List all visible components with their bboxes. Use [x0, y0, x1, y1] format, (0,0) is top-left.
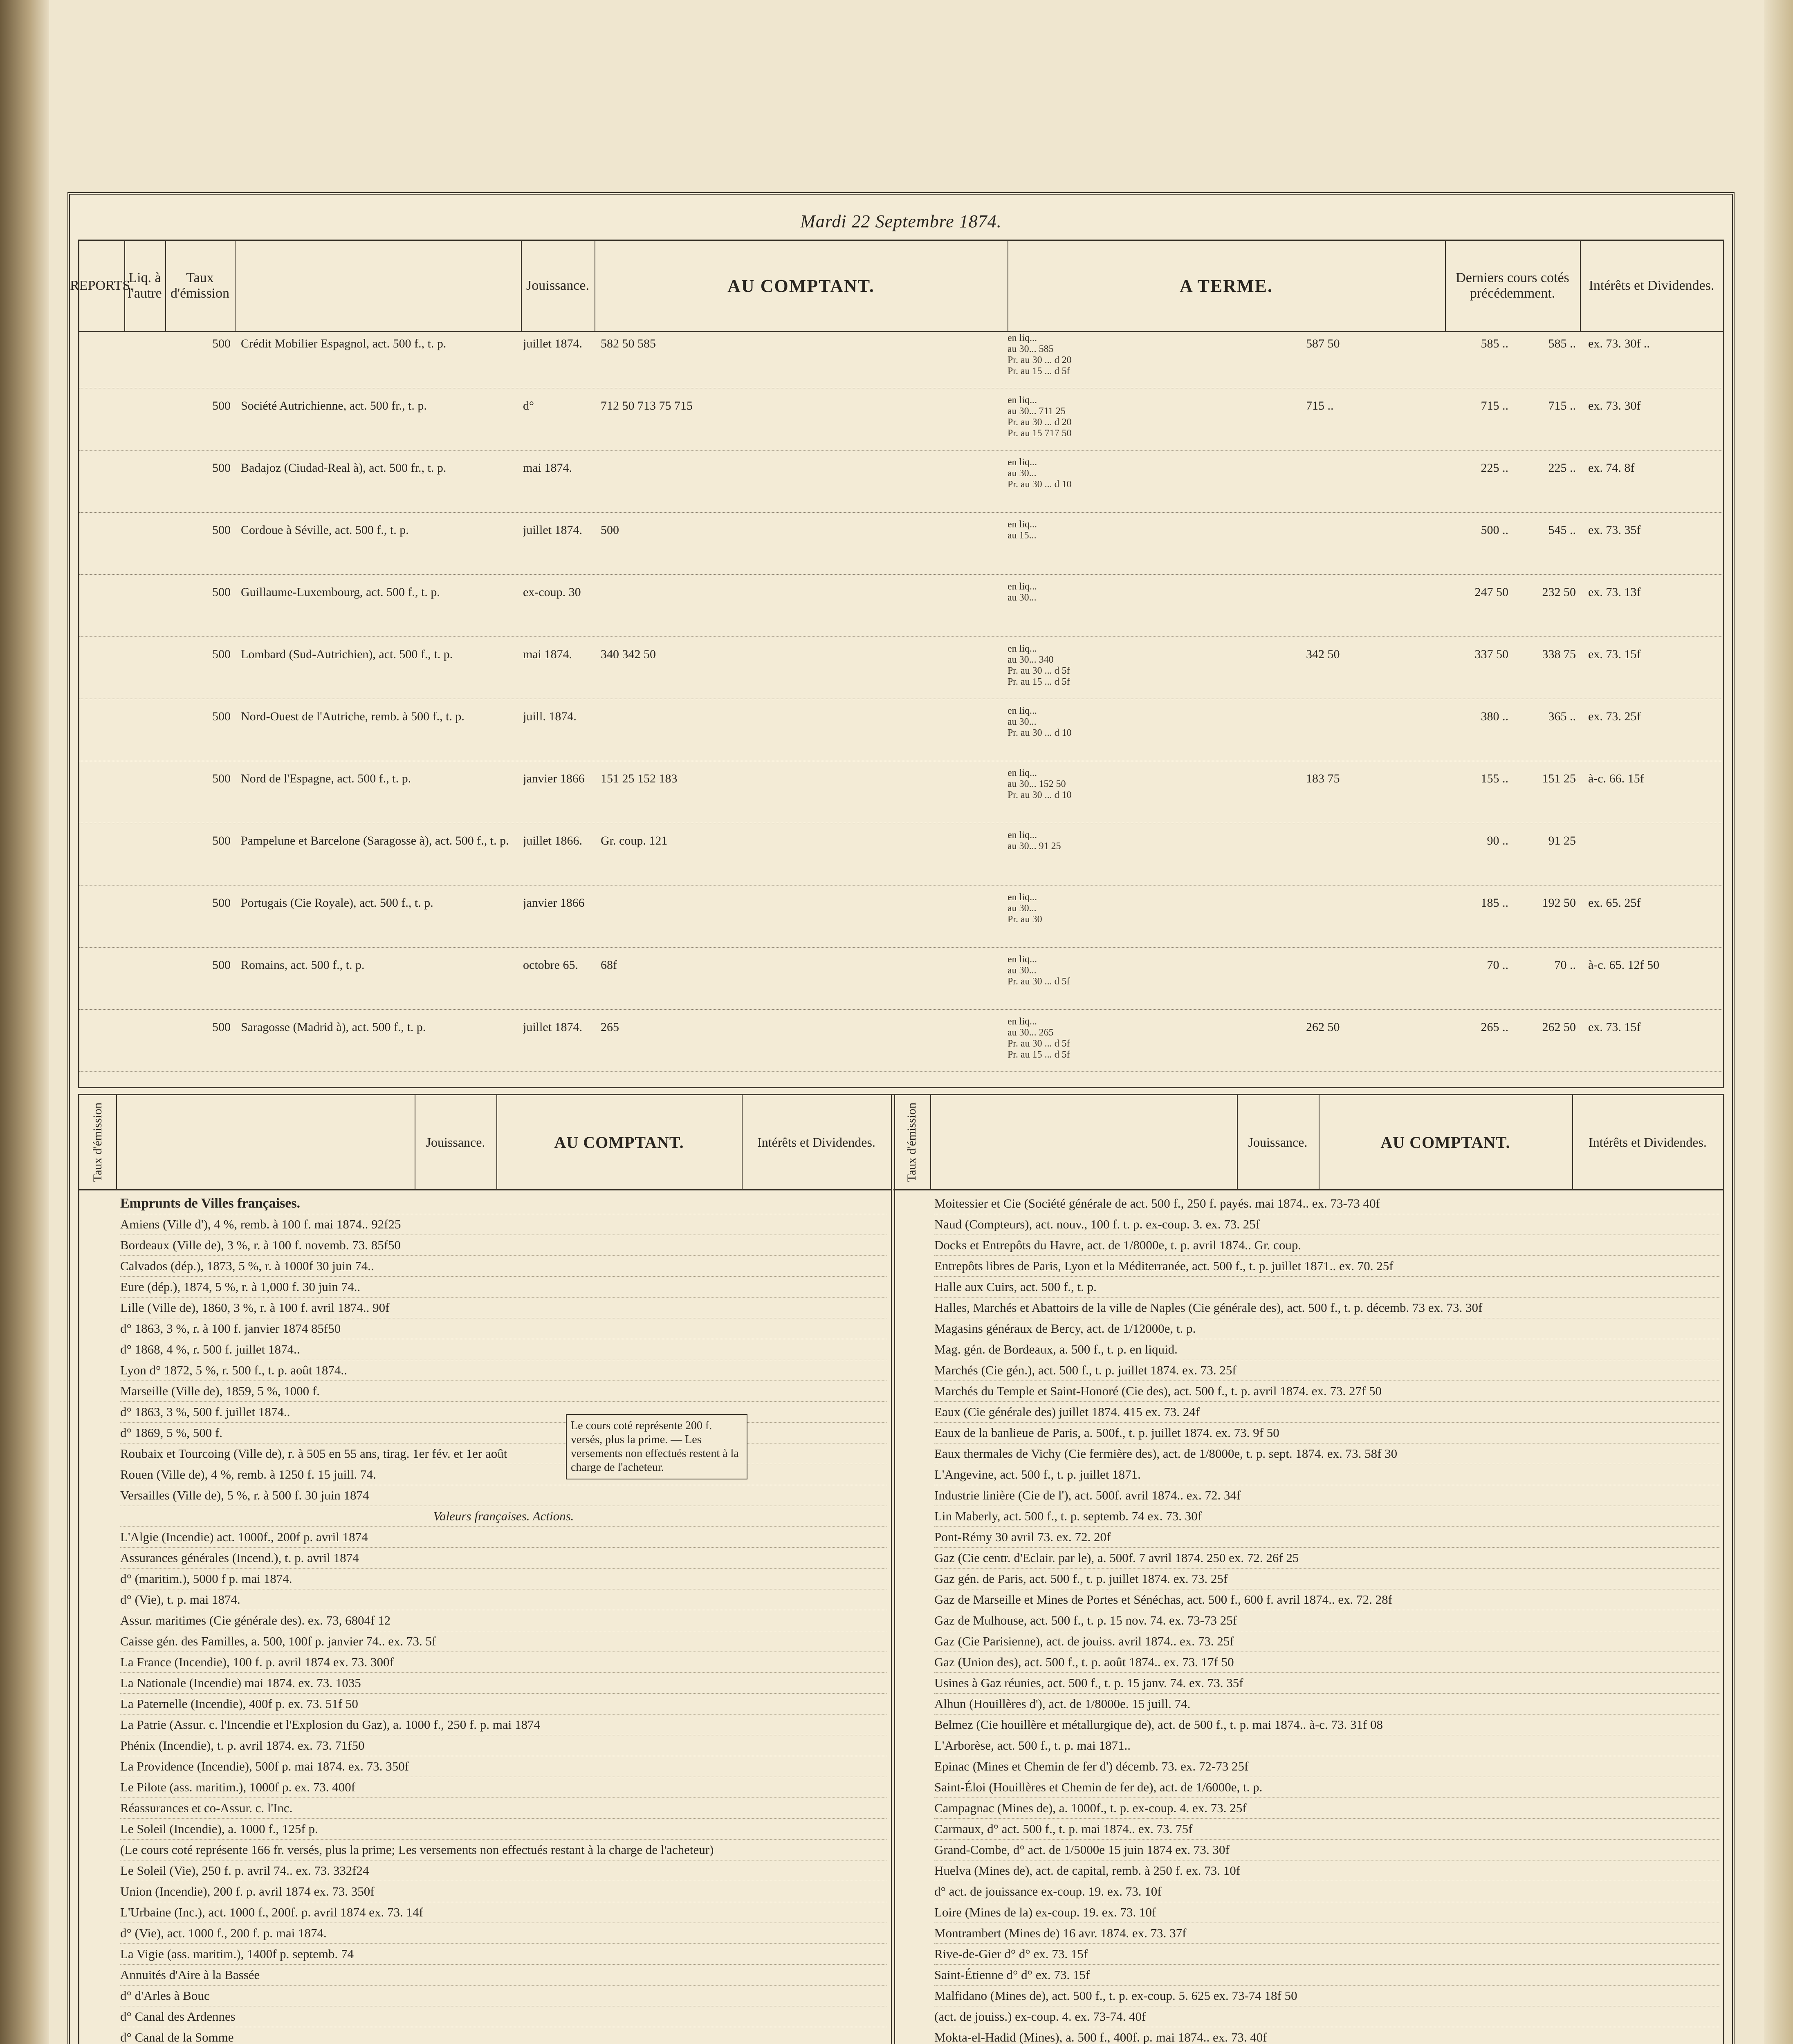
row-terme-lines	[1008, 892, 1290, 947]
terme-line	[1008, 739, 1290, 750]
row-prev-comptant: 265 ..	[1481, 1020, 1508, 1034]
row-jouissance: juillet 1866.	[523, 834, 582, 847]
lower-header-name-left	[116, 1095, 415, 1190]
row-security-name: Saragosse (Madrid à), act. 500 f., t. p.	[241, 1020, 426, 1034]
row-prev-comptant: 185 ..	[1481, 896, 1508, 910]
terme-line: en liq...	[1008, 706, 1037, 716]
terme-line: Pr. au 30 ... d 5f	[1008, 976, 1070, 987]
list-item: Eaux de la banlieue de Paris, a. 500f., t. p. juillet 1874. ex. 73. 9f 50	[934, 1423, 1719, 1443]
terme-line: Pr. au 30 ... d 20	[1008, 355, 1072, 365]
row-terme-lines	[1008, 519, 1290, 574]
left-listing-column	[120, 1193, 887, 2044]
terme-line	[1008, 552, 1290, 563]
row-jouissance: juillet 1874.	[523, 523, 582, 537]
list-item: Gaz (Union des), act. 500 f., t. p. août 1874.. ex. 73. 17f 50	[934, 1652, 1719, 1673]
row-dernier-cours: 587 50	[1306, 337, 1340, 350]
terme-line: en liq...	[1008, 581, 1037, 592]
row-security-name: Guillaume-Luxembourg, act. 500 f., t. p.	[241, 585, 440, 599]
terme-line: au 30... 91 25	[1008, 841, 1061, 852]
row-jouissance: octobre 65.	[523, 958, 578, 972]
row-prev-terme: 585 ..	[1548, 337, 1576, 350]
list-item: Usines à Gaz réunies, act. 500 f., t. p. 15 janv. 74. ex. 73. 35f	[934, 1673, 1719, 1694]
row-taux: 500	[212, 585, 231, 599]
row-security-name: Crédit Mobilier Espagnol, act. 500 f., t. p.	[241, 337, 447, 350]
terme-line: Pr. au 30 ... d 10	[1008, 790, 1072, 800]
terme-line: au 30... 265	[1008, 1027, 1054, 1038]
row-prev-terme: 192 50	[1542, 896, 1576, 910]
list-item: Le Pilote (ass. maritim.), 1000f p. ex. 73. 400f	[120, 1777, 887, 1798]
row-interets: ex. 73. 15f	[1588, 648, 1641, 661]
header-a-terme: A TERME.	[1008, 241, 1446, 331]
table-row	[79, 643, 1723, 699]
list-item: Union (Incendie), 200 f. p. avril 1874 ex. 73. 350f	[120, 1881, 887, 1902]
list-item: Campagnac (Mines de), a. 1000f., t. p. ex-coup. 4. ex. 73. 25f	[934, 1798, 1719, 1819]
list-item: La Nationale (Incendie) mai 1874. ex. 73. 1035	[120, 1673, 887, 1694]
list-item: La France (Incendie), 100 f. p. avril 1874 ex. 73. 300f	[120, 1652, 887, 1673]
terme-line: Pr. au 15 ... d 5f	[1008, 366, 1070, 377]
terme-line: au 30...	[1008, 717, 1037, 727]
table-row	[79, 954, 1723, 1010]
row-jouissance: janvier 1866	[523, 896, 585, 910]
row-comptant: Gr. coup. 121	[601, 834, 668, 847]
row-security-name: Lombard (Sud-Autrichien), act. 500 f., t. p.	[241, 648, 453, 661]
list-item: L'Urbaine (Inc.), act. 1000 f., 200f. p. avril 1874 ex. 73. 14f	[120, 1902, 887, 1923]
row-interets: ex. 73. 30f ..	[1588, 337, 1650, 350]
page-date: Mardi 22 Septembre 1874.	[800, 211, 1002, 231]
list-item: L'Algie (Incendie) act. 1000f., 200f p. avril 1874	[120, 1527, 887, 1548]
list-item: Montrambert (Mines de) 16 avr. 1874. ex. 73. 37f	[934, 1923, 1719, 1944]
row-prev-comptant: 247 50	[1474, 585, 1508, 599]
row-terme-lines	[1008, 333, 1290, 388]
row-prev-terme: 91 25	[1548, 834, 1576, 847]
terme-line: au 30... 152 50	[1008, 779, 1066, 789]
list-item: Phénix (Incendie), t. p. avril 1874. ex. 73. 71f50	[120, 1735, 887, 1756]
row-prev-comptant: 225 ..	[1481, 461, 1508, 475]
row-dernier-cours: 342 50	[1306, 648, 1340, 661]
row-prev-terme: 70 ..	[1554, 958, 1576, 972]
list-item: La Paternelle (Incendie), 400f p. ex. 73. 51f 50	[120, 1694, 887, 1715]
row-interets: à-c. 66. 15f	[1588, 772, 1644, 785]
terme-line: au 30...	[1008, 468, 1037, 479]
row-jouissance: mai 1874.	[523, 648, 572, 661]
list-item: Saint-Éloi (Houillères et Chemin de fer de), act. de 1/6000e, t. p.	[934, 1777, 1719, 1798]
list-item: Moitessier et Cie (Société générale de act. 500 f., 250 f. payés. mai 1874.. ex. 73-73 40f	[934, 1193, 1719, 1214]
terme-line: Pr. au 30 ... d 10	[1008, 728, 1072, 738]
list-item: Eaux (Cie générale des) juillet 1874. 415 ex. 73. 24f	[934, 1402, 1719, 1423]
right-listing-column	[934, 1193, 1719, 2044]
header-reports: REPORTS.	[79, 241, 125, 331]
row-terme-lines	[1008, 581, 1290, 637]
lower-header-interets-left: Intérêts et Dividendes.	[742, 1095, 892, 1190]
list-item: Lille (Ville de), 1860, 3 %, r. à 100 f. avril 1874.. 90f	[120, 1298, 887, 1318]
lower-header-jouissance-right: Jouissance.	[1237, 1095, 1320, 1190]
row-prev-terme: 338 75	[1542, 648, 1576, 661]
row-terme-lines	[1008, 1016, 1290, 1071]
row-security-name: Portugais (Cie Royale), act. 500 f., t. p.	[241, 896, 433, 910]
list-item: Roubaix et Tourcoing (Ville de), r. à 505 en 55 ans, tirag. 1er fév. et 1er août	[120, 1443, 887, 1464]
row-taux: 500	[212, 1020, 231, 1034]
header-taux: Taux d'émission	[165, 241, 236, 331]
row-prev-terme: 715 ..	[1548, 399, 1576, 412]
list-item: d° d'Arles à Bouc	[120, 1986, 887, 2006]
row-terme-lines	[1008, 395, 1290, 450]
list-item: d° (Vie), act. 1000 f., 200 f. p. mai 1874.	[120, 1923, 887, 1944]
lower-header-comptant-right: AU COMPTANT.	[1319, 1095, 1573, 1190]
terme-line: Pr. au 30 ... d 5f	[1008, 666, 1070, 676]
table-row	[79, 457, 1723, 513]
row-interets: ex. 73. 30f	[1588, 399, 1641, 412]
table-row	[79, 333, 1723, 388]
terme-line	[1008, 863, 1290, 874]
list-item: Rouen (Ville de), 4 %, remb. à 1250 f. 15 juill. 74.	[120, 1464, 887, 1485]
row-comptant: 265	[601, 1020, 619, 1034]
lower-header-name-right	[930, 1095, 1238, 1190]
terme-line: Pr. au 30 ... d 5f	[1008, 1038, 1070, 1049]
terme-line: au 30... 340	[1008, 654, 1054, 665]
list-item: d° 1863, 3 %, 500 f. juillet 1874..	[120, 1402, 887, 1423]
table-row	[79, 830, 1723, 885]
list-item: d° Canal des Ardennes	[120, 2006, 887, 2027]
terme-line: au 30...	[1008, 903, 1037, 914]
row-dernier-cours: 262 50	[1306, 1020, 1340, 1034]
terme-line: en liq...	[1008, 830, 1037, 840]
list-item: La Patrie (Assur. c. l'Incendie et l'Explosion du Gaz), a. 1000 f., 250 f. p. mai 1874	[120, 1715, 887, 1735]
list-item: Loire (Mines de la) ex-coup. 19. ex. 73. 10f	[934, 1902, 1719, 1923]
list-item: Gaz (Cie Parisienne), act. de jouiss. avril 1874.. ex. 73. 25f	[934, 1631, 1719, 1652]
row-jouissance: ex-coup. 30	[523, 585, 581, 599]
list-item: d° 1868, 4 %, r. 500 f. juillet 1874..	[120, 1339, 887, 1360]
list-item: Gaz gén. de Paris, act. 500 f., t. p. juillet 1874. ex. 73. 25f	[934, 1569, 1719, 1589]
row-taux: 500	[212, 772, 231, 785]
list-item: Saint-Étienne d° d° ex. 73. 15f	[934, 1965, 1719, 1986]
list-item: Gaz de Mulhouse, act. 500 f., t. p. 15 nov. 74. ex. 73-73 25f	[934, 1610, 1719, 1631]
table-row	[79, 581, 1723, 637]
list-item: Marchés (Cie gén.), act. 500 f., t. p. juillet 1874. ex. 73. 25f	[934, 1360, 1719, 1381]
list-item: La Vigie (ass. maritim.), 1400f p. septemb. 74	[120, 1944, 887, 1965]
list-item: Halle aux Cuirs, act. 500 f., t. p.	[934, 1277, 1719, 1298]
page-edge	[1764, 0, 1793, 2044]
list-item: Malfidano (Mines de), act. 500 f., t. p. ex-coup. 5. 625 ex. 73-74 18f 50	[934, 1986, 1719, 2006]
row-security-name: Romains, act. 500 f., t. p.	[241, 958, 365, 972]
row-prev-comptant: 380 ..	[1481, 710, 1508, 723]
row-terme-lines	[1008, 643, 1290, 699]
row-prev-comptant: 500 ..	[1481, 523, 1508, 537]
terme-line: au 15...	[1008, 530, 1037, 541]
row-jouissance: janvier 1866	[523, 772, 585, 785]
row-interets: ex. 73. 13f	[1588, 585, 1641, 599]
list-item: Le Soleil (Incendie), a. 1000 f., 125f p.	[120, 1819, 887, 1840]
book-gutter	[0, 0, 49, 2044]
row-taux: 500	[212, 958, 231, 972]
terme-line: Pr. au 30 ... d 10	[1008, 479, 1072, 490]
list-item: Lin Maberly, act. 500 f., t. p. septemb. 74 ex. 73. 30f	[934, 1506, 1719, 1527]
terme-line: en liq...	[1008, 892, 1037, 903]
list-item: Carmaux, d° act. 500 f., t. p. mai 1874.. ex. 73. 75f	[934, 1819, 1719, 1840]
header-au-comptant: AU COMPTANT.	[595, 241, 1008, 331]
row-comptant: 712 50 713 75 715	[601, 399, 693, 412]
table-row	[79, 892, 1723, 948]
row-comptant: 68f	[601, 958, 617, 972]
row-prev-terme: 151 25	[1542, 772, 1576, 785]
row-prev-comptant: 337 50	[1474, 648, 1508, 661]
row-taux: 500	[212, 896, 231, 910]
terme-line: Pr. au 15 ... d 5f	[1008, 1049, 1070, 1060]
table-row	[79, 1016, 1723, 1072]
terme-line: au 30... 585	[1008, 344, 1054, 354]
row-prev-terme: 365 ..	[1548, 710, 1576, 723]
row-jouissance: juillet 1874.	[523, 337, 582, 350]
row-jouissance: d°	[523, 399, 534, 412]
terme-line: Pr. au 30 ... d 20	[1008, 417, 1072, 428]
list-item: d° 1869, 5 %, 500 f.	[120, 1423, 887, 1443]
row-taux: 500	[212, 337, 231, 350]
terme-line: Pr. au 30	[1008, 914, 1042, 925]
terme-line: en liq...	[1008, 457, 1037, 468]
french-securities-table	[78, 1094, 1724, 2044]
row-interets: ex. 73. 35f	[1588, 523, 1641, 537]
header-derniers: Derniers cours cotés précédemment.	[1445, 241, 1581, 331]
terme-line: en liq...	[1008, 333, 1037, 343]
list-item: Rive-de-Gier d° d° ex. 73. 15f	[934, 1944, 1719, 1965]
terme-line: Pr. au 15 ... d 5f	[1008, 677, 1070, 687]
list-item: L'Angevine, act. 500 f., t. p. juillet 1871.	[934, 1464, 1719, 1485]
terme-line	[1008, 925, 1290, 936]
header-jouissance: Jouissance.	[521, 241, 595, 331]
terme-line	[1008, 801, 1290, 812]
terme-line: au 30... 711 25	[1008, 406, 1066, 417]
list-item: Réassurances et co-Assur. c. l'Inc.	[120, 1798, 887, 1819]
row-interets: ex. 73. 25f	[1588, 710, 1641, 723]
row-jouissance: mai 1874.	[523, 461, 572, 475]
list-item: d° act. de jouissance ex-coup. 19. ex. 73. 10f	[934, 1881, 1719, 1902]
lower-header-comptant-left: AU COMPTANT.	[496, 1095, 743, 1190]
row-prev-comptant: 90 ..	[1487, 834, 1508, 847]
row-interets: ex. 74. 8f	[1588, 461, 1635, 475]
list-item: Alhun (Houillères d'), act. de 1/8000e. 15 juill. 74.	[934, 1694, 1719, 1715]
list-item: La Providence (Incendie), 500f p. mai 1874. ex. 73. 350f	[120, 1756, 887, 1777]
list-item: Assur. maritimes (Cie générale des). ex. 73, 6804f 12	[120, 1610, 887, 1631]
list-item: Eaux thermales de Vichy (Cie fermière des), act. de 1/8000e, t. p. sept. 1874. ex. 73. 58f 30	[934, 1443, 1719, 1464]
list-item: Valeurs françaises. Actions.	[120, 1506, 887, 1527]
header-interets: Intérêts et Dividendes.	[1589, 278, 1714, 293]
terme-line: en liq...	[1008, 519, 1037, 530]
list-item: Epinac (Mines et Chemin de fer d') décemb. 73. ex. 72-73 25f	[934, 1756, 1719, 1777]
list-item: Gaz de Marseille et Mines de Portes et Sénéchas, act. 500 f., 600 f. avril 1874.. ex. 72. 28f	[934, 1589, 1719, 1610]
row-prev-terme: 232 50	[1542, 585, 1576, 599]
terme-line: en liq...	[1008, 395, 1037, 406]
list-item: (act. de jouiss.) ex-coup. 4. ex. 73-74. 40f	[934, 2006, 1719, 2027]
terme-line	[1008, 490, 1290, 501]
list-item: Marchés du Temple et Saint-Honoré (Cie des), act. 500 f., t. p. avril 1874. ex. 73. 27f 50	[934, 1381, 1719, 1402]
row-jouissance: juill. 1874.	[523, 710, 577, 723]
row-terme-lines	[1008, 706, 1290, 761]
list-item: Entrepôts libres de Paris, Lyon et la Méditerranée, act. 500 f., t. p. juillet 1871.. ex. 70. 25f	[934, 1256, 1719, 1277]
list-item: Grand-Combe, d° act. de 1/5000e 15 juin 1874 ex. 73. 30f	[934, 1840, 1719, 1860]
terme-line	[1008, 852, 1290, 863]
row-prev-terme: 225 ..	[1548, 461, 1576, 475]
row-comptant: 582 50 585	[601, 337, 656, 350]
list-item: Annuités d'Aire à la Bassée	[120, 1965, 887, 1986]
terme-line: en liq...	[1008, 768, 1037, 778]
row-dernier-cours: 183 75	[1306, 772, 1340, 785]
list-item: Assurances générales (Incend.), t. p. avril 1874	[120, 1548, 887, 1569]
row-interets: ex. 65. 25f	[1588, 896, 1641, 910]
list-item: Lyon d° 1872, 5 %, r. 500 f., t. p. août 1874..	[120, 1360, 887, 1381]
price-note: Le cours coté représente 200 f. versés, plus la prime. — Les versements non effectués restent à la charge de l'acheteur.	[566, 1414, 747, 1479]
row-taux: 500	[212, 710, 231, 723]
row-terme-lines	[1008, 457, 1290, 512]
terme-line: au 30...	[1008, 592, 1037, 603]
table-row	[79, 519, 1723, 575]
list-item: Emprunts de Villes françaises.	[120, 1193, 887, 1214]
terme-line: Pr. au 15 717 50	[1008, 428, 1072, 439]
list-item: d° (maritim.), 5000 f p. mai 1874.	[120, 1569, 887, 1589]
row-prev-comptant: 155 ..	[1481, 772, 1508, 785]
lower-header-interets-right: Intérêts et Dividendes.	[1572, 1095, 1723, 1190]
header-name	[235, 241, 522, 331]
list-item: Calvados (dép.), 1873, 5 %, r. à 1000f 30 juin 74..	[120, 1256, 887, 1277]
row-taux: 500	[212, 461, 231, 475]
list-item: Mag. gén. de Bordeaux, a. 500 f., t. p. en liquid.	[934, 1339, 1719, 1360]
row-taux: 500	[212, 399, 231, 412]
row-security-name: Badajoz (Ciudad-Real à), act. 500 fr., t. p.	[241, 461, 447, 475]
row-prev-comptant: 585 ..	[1481, 337, 1508, 350]
row-jouissance: juillet 1874.	[523, 1020, 582, 1034]
row-prev-comptant: 715 ..	[1481, 399, 1508, 412]
terme-line: en liq...	[1008, 954, 1037, 965]
list-item: Halles, Marchés et Abattoirs de la ville de Naples (Cie générale des), act. 500 f., t. p. décemb. 73 ex. 73. 30f	[934, 1298, 1719, 1318]
foreign-railways-table	[70, 240, 1724, 1088]
terme-line: au 30...	[1008, 965, 1037, 976]
list-item: L'Arborèse, act. 500 f., t. p. mai 1871..	[934, 1735, 1719, 1756]
row-security-name: Nord de l'Espagne, act. 500 f., t. p.	[241, 772, 411, 785]
row-interets: ex. 73. 15f	[1588, 1020, 1641, 1034]
row-prev-terme: 262 50	[1542, 1020, 1576, 1034]
table-row	[79, 395, 1723, 450]
list-item: Mokta-el-Hadid (Mines), a. 500 f., 400f. p. mai 1874.. ex. 73. 40f	[934, 2027, 1719, 2044]
terme-line	[1008, 603, 1290, 614]
row-terme-lines	[1008, 954, 1290, 1009]
list-item: d° (Vie), t. p. mai 1874.	[120, 1589, 887, 1610]
row-taux: 500	[212, 834, 231, 847]
row-dernier-cours: 715 ..	[1306, 399, 1334, 412]
row-security-name: Nord-Ouest de l'Autriche, remb. à 500 f., t. p.	[241, 710, 465, 723]
row-security-name: Cordoue à Séville, act. 500 f., t. p.	[241, 523, 409, 537]
list-item: (Le cours coté représente 166 fr. versés, plus la prime; Les versements non effectués restant à la charge de l'acheteur)	[120, 1840, 887, 1860]
list-item: Eure (dép.), 1874, 5 %, r. à 1,000 f. 30 juin 74..	[120, 1277, 887, 1298]
lower-header-jouissance-left: Jouissance.	[415, 1095, 497, 1190]
row-comptant: 151 25 152 183	[601, 772, 678, 785]
list-item: Pont-Rémy 30 avril 73. ex. 72. 20f	[934, 1527, 1719, 1548]
list-item: Docks et Entrepôts du Havre, act. de 1/8000e, t. p. avril 1874.. Gr. coup.	[934, 1235, 1719, 1256]
table-row	[79, 768, 1723, 823]
terme-line	[1008, 614, 1290, 625]
column-divider	[891, 1095, 895, 2044]
row-taux: 500	[212, 523, 231, 537]
row-taux: 500	[212, 648, 231, 661]
terme-line	[1008, 987, 1290, 998]
lower-header-taux-left: Taux d'émission	[79, 1095, 117, 1190]
list-item: d° Canal de la Somme	[120, 2027, 887, 2044]
terme-line: en liq...	[1008, 643, 1037, 654]
list-item: Caisse gén. des Familles, a. 500, 100f p. janvier 74.. ex. 73. 5f	[120, 1631, 887, 1652]
list-item: Gaz (Cie centr. d'Eclair. par le), a. 500f. 7 avril 1874. 250 ex. 72. 26f 25	[934, 1548, 1719, 1569]
list-item: Huelva (Mines de), act. de capital, remb. à 250 f. ex. 73. 10f	[934, 1860, 1719, 1881]
terme-line: en liq...	[1008, 1016, 1037, 1027]
lower-header-taux-right: Taux d'émission	[893, 1095, 931, 1190]
row-prev-terme: 545 ..	[1548, 523, 1576, 537]
row-comptant: 340 342 50	[601, 648, 656, 661]
list-item: Industrie linière (Cie de l'), act. 500f. avril 1874.. ex. 72. 34f	[934, 1485, 1719, 1506]
list-item: Belmez (Cie houillère et métallurgique de), act. de 500 f., t. p. mai 1874.. à-c. 73. 31f 08	[934, 1715, 1719, 1735]
list-item: Bordeaux (Ville de), 3 %, r. à 100 f. novemb. 73. 85f50	[120, 1235, 887, 1256]
terme-line	[1008, 541, 1290, 552]
row-terme-lines	[1008, 768, 1290, 823]
list-item: Versailles (Ville de), 5 %, r. à 500 f. 30 juin 1874	[120, 1485, 887, 1506]
stock-listing-sheet	[67, 192, 1735, 2044]
list-item: Magasins généraux de Bercy, act. de 1/12000e, t. p.	[934, 1318, 1719, 1339]
row-security-name: Société Autrichienne, act. 500 fr., t. p.	[241, 399, 427, 412]
row-prev-comptant: 70 ..	[1487, 958, 1508, 972]
header-liq: Liq. à l'autre	[124, 241, 166, 331]
row-terme-lines	[1008, 830, 1290, 885]
row-interets: à-c. 65. 12f 50	[1588, 958, 1660, 972]
table-row	[79, 706, 1723, 761]
list-item: Amiens (Ville d'), 4 %, remb. à 100 f. mai 1874.. 92f25	[120, 1214, 887, 1235]
list-item: Le Soleil (Vie), 250 f. p. avril 74.. ex. 73. 332f24	[120, 1860, 887, 1881]
row-security-name: Pampelune et Barcelone (Saragosse à), act. 500 f., t. p.	[241, 834, 509, 847]
upper-header	[70, 241, 1723, 332]
list-item: d° 1863, 3 %, r. à 100 f. janvier 1874 85f50	[120, 1318, 887, 1339]
list-item: Marseille (Ville de), 1859, 5 %, 1000 f.	[120, 1381, 887, 1402]
row-comptant: 500	[601, 523, 619, 537]
list-item: Naud (Compteurs), act. nouv., 100 f. t. p. ex-coup. 3. ex. 73. 25f	[934, 1214, 1719, 1235]
